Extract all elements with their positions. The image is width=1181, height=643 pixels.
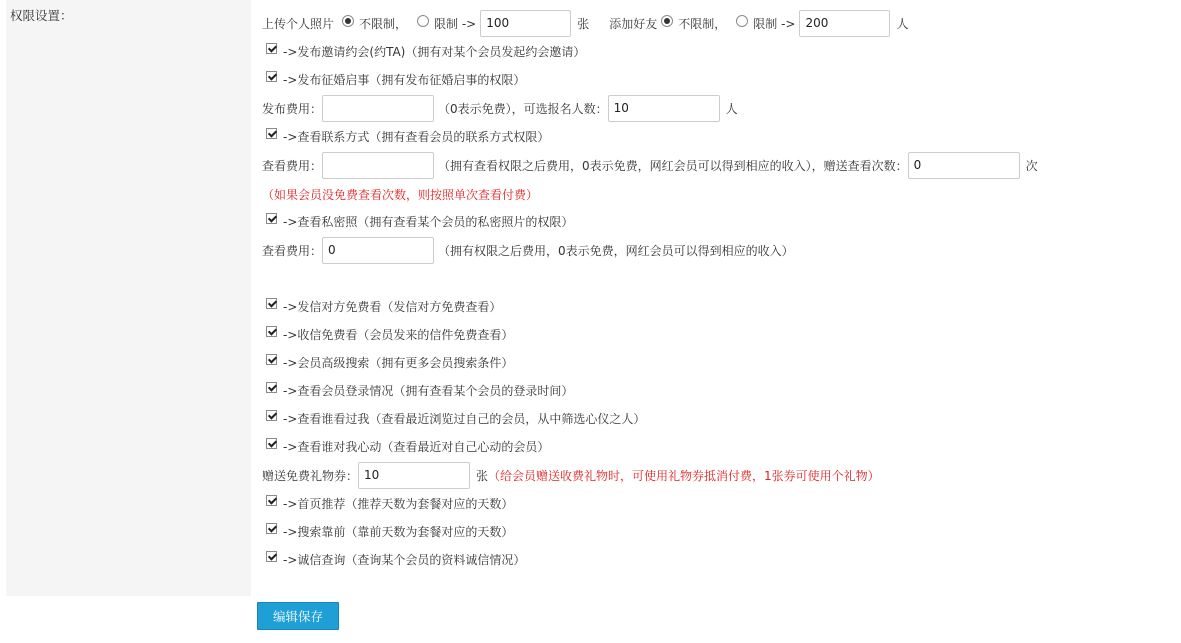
perm-label: ->查看会员登录情况（拥有查看某个会员的登录时间） — [283, 383, 574, 398]
gift-coupon-label: 赠送免费礼物券： — [262, 468, 359, 483]
perm-label: ->搜索靠前（靠前天数为套餐对应的天数） — [283, 524, 514, 539]
perm-checkbox[interactable] — [266, 495, 277, 506]
photo-unlimited-radio[interactable] — [342, 15, 354, 27]
perm-row — [262, 432, 549, 460]
section-label: 权限设置： — [10, 8, 73, 23]
invite-checkbox[interactable] — [266, 43, 277, 54]
perm-row — [262, 517, 513, 545]
perm-checkbox[interactable] — [266, 382, 277, 393]
contact-row — [262, 122, 549, 150]
photo-limit-radio[interactable] — [417, 15, 429, 27]
contact-fee-label: 查看费用： — [262, 158, 323, 173]
perm-label: ->收信免费看（会员发来的信件免费查看） — [283, 327, 514, 342]
invite-label: ->发布邀请约会(约TA)（拥有对某个会员发起约会邀请） — [283, 44, 586, 59]
friend-unlimited-radio[interactable] — [661, 15, 673, 27]
perm-label: ->诚信查询（查询某个会员的资料诚信情况） — [283, 552, 526, 567]
perm-label: ->发信对方免费看（发信对方免费查看） — [283, 299, 502, 314]
friend-unit: 人 — [896, 16, 909, 31]
contact-fee-note: （拥有查看权限之后费用，0表示免费，网红会员可以得到相应的收入），赠送查看次数： — [438, 158, 908, 173]
friend-unlimited-label: 不限制， — [678, 16, 727, 31]
photo-limit-input[interactable] — [480, 10, 571, 37]
perm-checkbox[interactable] — [266, 326, 277, 337]
photo-unit: 张 — [577, 16, 590, 31]
private-fee-note: （拥有权限之后费用，0表示免费，网红会员可以得到相应的收入） — [438, 243, 794, 258]
perm-label: ->查看谁看过我（查看最近浏览过自己的会员，从中筛选心仪之人） — [283, 411, 646, 426]
publish-fee-input[interactable] — [322, 95, 434, 122]
marriage-label: ->发布征婚启事（拥有发布征婚启事的权限） — [283, 72, 526, 87]
edit-save-button[interactable]: 编辑保存 — [257, 602, 339, 630]
private-fee-row — [262, 236, 794, 264]
perm-checkbox[interactable] — [266, 438, 277, 449]
add-friend-label: 添加好友 — [609, 16, 658, 31]
private-photo-checkbox[interactable] — [266, 213, 277, 224]
contact-warning-text: （如果会员没免费查看次数，则按照单次查看付费） — [262, 187, 539, 202]
publish-fee-label: 发布费用： — [262, 101, 323, 116]
contact-fee-row — [262, 151, 1038, 179]
gift-view-count-unit: 次 — [1025, 158, 1038, 173]
private-fee-label: 查看费用： — [262, 243, 323, 258]
marriage-row — [262, 65, 525, 93]
marriage-checkbox[interactable] — [266, 71, 277, 82]
contact-warning — [262, 180, 538, 208]
perm-label: ->会员高级搜索（拥有更多会员搜索条件） — [283, 355, 514, 370]
contact-checkbox[interactable] — [266, 128, 277, 139]
contact-fee-input[interactable] — [322, 152, 434, 179]
perm-row — [262, 489, 513, 517]
gift-coupon-note: （给会员赠送收费礼物时，可使用礼物券抵消付费，1张券可使用个礼物） — [488, 468, 880, 483]
publish-fee-row — [262, 94, 738, 122]
perm-checkbox[interactable] — [266, 410, 277, 421]
perm-checkbox[interactable] — [266, 298, 277, 309]
photo-limit-label: 限制 -> — [434, 16, 477, 31]
left-label-panel — [6, 0, 251, 596]
upload-photo-row — [262, 9, 909, 37]
private-fee-input[interactable] — [322, 237, 434, 264]
perm-checkbox[interactable] — [266, 523, 277, 534]
upload-photo-label: 上传个人照片 — [262, 16, 335, 31]
signup-count-input[interactable] — [608, 95, 720, 122]
perm-checkbox[interactable] — [266, 551, 277, 562]
friend-limit-input[interactable] — [799, 10, 890, 37]
perm-row — [262, 404, 645, 432]
signup-count-unit: 人 — [725, 101, 738, 116]
gift-view-count-input[interactable] — [908, 152, 1020, 179]
friend-limit-radio[interactable] — [736, 15, 748, 27]
contact-label: ->查看联系方式（拥有查看会员的联系方式权限） — [283, 129, 550, 144]
private-photo-row — [262, 207, 573, 235]
friend-limit-label: 限制 -> — [753, 16, 796, 31]
invite-row — [262, 37, 585, 65]
perm-row — [262, 292, 501, 320]
perm-row — [262, 545, 525, 573]
perm-row — [262, 348, 513, 376]
perm-label: ->首页推荐（推荐天数为套餐对应的天数） — [283, 496, 514, 511]
perm-row — [262, 320, 513, 348]
gift-coupon-input[interactable] — [358, 462, 470, 489]
gift-coupon-unit: 张 — [476, 468, 489, 483]
publish-fee-note: （0表示免费），可选报名人数： — [438, 101, 608, 116]
perm-label: ->查看谁对我心动（查看最近对自己心动的会员） — [283, 439, 550, 454]
gift-coupon-row — [262, 461, 880, 489]
perm-checkbox[interactable] — [266, 354, 277, 365]
private-photo-label: ->查看私密照（拥有查看某个会员的私密照片的权限） — [283, 214, 574, 229]
photo-unlimited-label: 不限制， — [359, 16, 408, 31]
perm-row — [262, 376, 573, 404]
